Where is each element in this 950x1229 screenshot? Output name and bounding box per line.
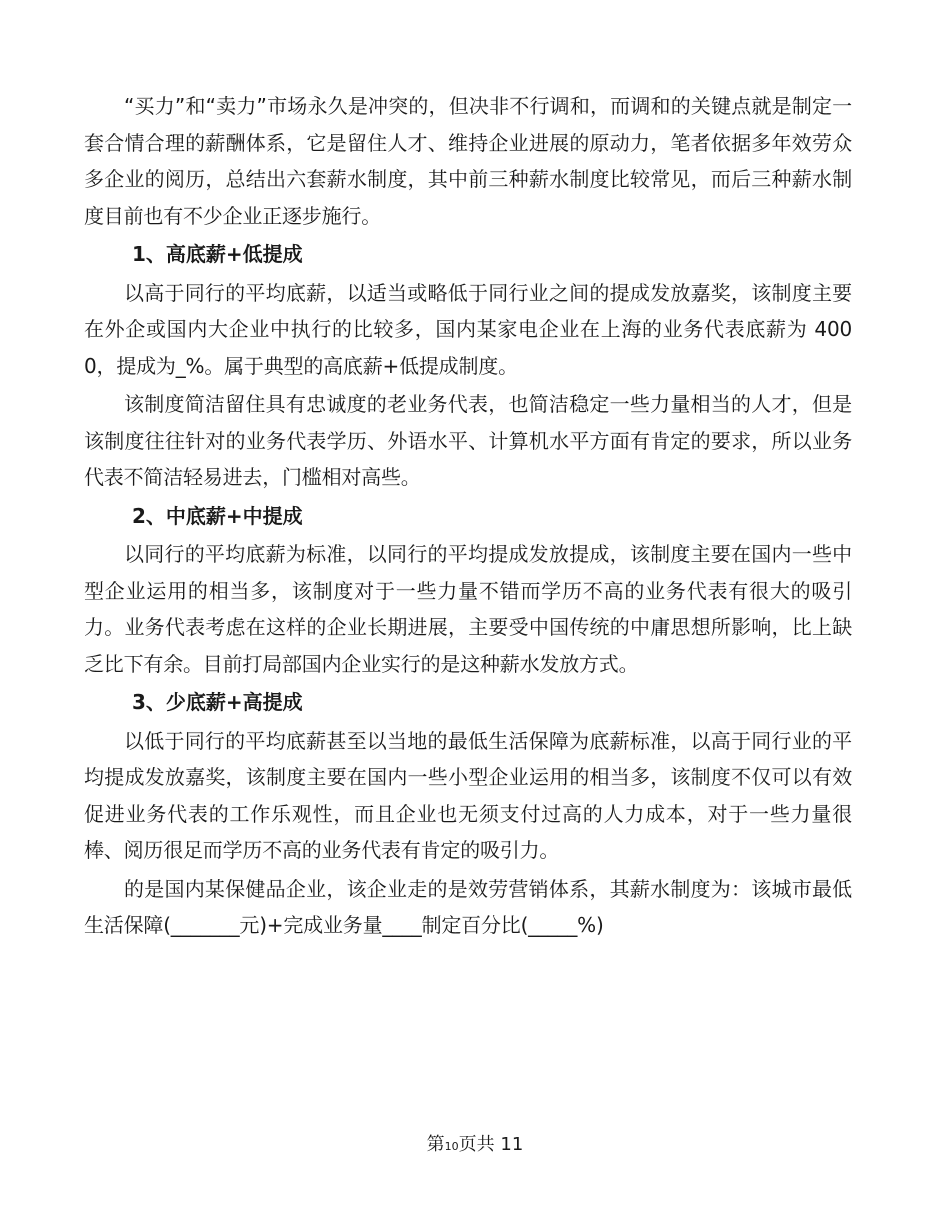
document-body <box>84 88 852 946</box>
paragraph-section2: 以同行的平均底薪为标准，以同行的平均提成发放提成，该制度主要在国内一些中型企业运用的相当多，该制度对于一些力量不错而学历不高的业务代表有很大的吸引力。业务代表考虑在这样的企业长期进展，主要受中国传统的中庸思想所影响，比上缺乏比下有余。目前打局部国内企业实行的是这种薪水发放方式。 <box>84 542 852 676</box>
section-heading-3: 3、少底薪+高提成 <box>132 690 303 714</box>
footer-middle: 页共 <box>458 1134 501 1155</box>
page-footer <box>0 1133 950 1159</box>
paragraph-section3-b: 的是国内某保健品企业，该企业走的是效劳营销体系，其薪水制度为：该城市最低生活保障(_______元)+完成业务量____制定百分比(_____%) <box>84 876 852 937</box>
section-heading-2: 2、中底薪+中提成 <box>132 503 303 528</box>
paragraph-section3-a: 以低于同行的平均底薪甚至以当地的最低生活保障为底薪标准，以高于同行业的平均提成发放嘉奖，该制度主要在国内一些小型企业运用的相当多，该制度不仅可以有效促进业务代表的工作乐观性，而且企业也无须支付过高的人力成本，对于一些力量很棒、阅历很足而学历不高的业务代表有肯定的吸引力。 <box>84 728 852 862</box>
footer-prefix: 第 <box>426 1134 445 1155</box>
paragraph-section1-a: 以高于同行的平均底薪，以适当或略低于同行业之间的提成发放嘉奖，该制度主要在外企或国内大企业中执行的比较多，国内某家电企业在上海的业务代表底薪为 4000，提成为_%。属于典型的高底薪+低提成制度。 <box>84 280 852 378</box>
footer-page-total: 11 <box>500 1134 524 1155</box>
footer-page-current: 10 <box>444 1140 459 1153</box>
paragraph-intro: “买力”和“卖力”市场永久是冲突的，但决非不行调和，而调和的关键点就是制定一套合情合理的薪酬体系，它是留住人才、维持企业进展的原动力，笔者依据多年效劳众多企业的阅历，总结出六套薪水制度，其中前三种薪水制度比较常见，而后三种薪水制度目前也有不少企业正逐步施行。 <box>84 94 852 228</box>
paragraph-section1-b: 该制度简洁留住具有忠诚度的老业务代表，也简洁稳定一些力量相当的人才，但是该制度往往针对的业务代表学历、外语水平、计算机水平方面有肯定的要求，所以业务代表不简洁轻易进去，门槛相对高些。 <box>84 392 852 489</box>
section-heading-1: 1、高底薪+低提成 <box>132 242 303 266</box>
